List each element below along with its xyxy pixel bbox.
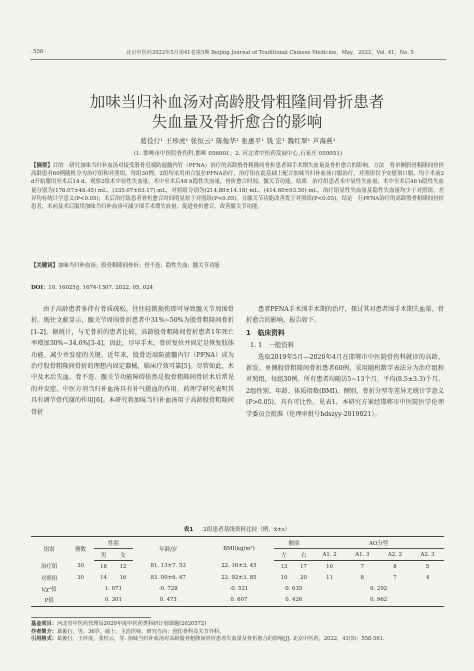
table-cell: 12 <box>119 563 127 570</box>
col-side: 侧别 <box>274 537 313 549</box>
doi <box>31 283 153 291</box>
footnote-label: 作者简介： <box>31 628 57 635</box>
article-title <box>40 92 434 132</box>
col-female: 女 <box>113 549 133 561</box>
col-left: 左 <box>274 549 294 561</box>
table-cell: t/χ²值 <box>41 586 57 593</box>
table-cell: 7 <box>360 563 364 570</box>
footnote-text: 葛俊行，王珍虎，张恒云，等. 加味当归补血汤对高龄股骨粗隆间骨折患者失血量及骨折愈合的影响[J]. 北京中医药，2022，41(5)：558-561. <box>56 636 385 643</box>
table-cell: 0. 607 <box>204 594 275 606</box>
table-cell: 22. 92±3. 85 <box>221 574 257 581</box>
subsection-heading: 1. 1 一般资料 <box>250 341 295 350</box>
footnote-label: 引用格式： <box>31 636 57 643</box>
baseline-table <box>31 536 444 607</box>
col-group: 组别 <box>31 537 67 561</box>
body-column-left <box>31 304 234 418</box>
col-male: 男 <box>94 549 114 561</box>
table-cell: 8 <box>360 574 364 581</box>
table-cell: 对照组 <box>41 575 58 582</box>
table-row <box>31 583 444 594</box>
table-cell: 0. 301 <box>94 594 133 606</box>
table-cell: -0. 521 <box>229 585 249 592</box>
table-cell: 14 <box>100 574 107 581</box>
table-cell: 5 <box>425 563 430 570</box>
doi-value: 10. 16025/j. 1674-1307. 2022. 05. 024 <box>48 285 154 291</box>
title-line-2: 失血量及骨折愈合的影响 <box>151 113 323 131</box>
intro-continuation: 患者PFNA手术围手术期的治疗，探讨其对患者围手术期失血量、骨折愈合的影响，报告如下。 <box>246 306 444 325</box>
table-cell: 0. 292 <box>370 585 388 592</box>
abstract-text: 目的 研究加味当归补血汤对接受股骨近端防旋髓内钉（PFNA）治疗的高龄股骨粗隆间骨折患者围手术期失血量及骨折愈合的影响。方法 将单侧股骨粗隆间骨折高龄患者60例随机分为治疗组和对照组，每组30例。2组均采用闭合复位PFNA治疗，治疗组在此基础上配合加味当归补血汤口服治疗，对照组仅予安慰剂口服，均于术前2 d开始服用至术后14 d。观察2组术中显性失血量、术中至术后48 h隐性失血量，骨折愈合时间、髋关节功能。结果 治疗组患者术中显性失血量、术中至术后48 h隐性失血量分别为(176.07±48.45) mL、(335.07±63.17) mL，对照组分别为(214.80±14.18) mL、(414.60±93.50) mL，治疗组显性失血量及隐性失血量均少于对照组，差异均有统计学意义(P<0.05)；术后治疗组患者骨折愈合时间明显短于对照组(P<0.05)，且髋关节功能改善优于对照组(P<0.05)。结论 行PFNA治疗的高龄股骨粗隆间骨折患者，术前及术后服用加味当归补血汤可减少围手术期失血量，促进骨折愈合，改善髋关节功能。 <box>31 163 444 211</box>
table-cell: 8 <box>393 563 397 570</box>
table-cell: -0. 728 <box>158 585 178 592</box>
footnote-rule <box>31 617 151 618</box>
table-cell: 20 <box>300 574 307 581</box>
footnote-text: 葛俊行，男，36岁，硕士，主治医师。研究方向：创伤骨科及关节外科。 <box>56 628 225 635</box>
table-caption <box>0 525 474 533</box>
general-data-paragraph: 选取2019年5月—2020年4月在邯郸市中医院骨伤科就诊的高龄、新发、单侧股骨粗隆间骨折患者60例。采用随机数字表法分为治疗组和对照组，每组30例。所有患者均随访5~13个月，平均(8.5±3.3)个月。2组性别、年龄、体质指数(BMI)、侧别、骨折分型等差异无统计学意义(P>0.05)，具有可比性。见表1。本研究方案经邯郸市中医院医学伦理学委员会批准（伦理审批号hdszyy-2019021）。 <box>246 353 444 418</box>
body-column-right <box>246 304 444 420</box>
table-cell: 18 <box>100 563 107 570</box>
col-a12: A1. 2 <box>313 549 346 561</box>
header-rule <box>30 59 446 60</box>
affiliations: (1. 邯郸市中医院骨伤科,邯郸 056001；2. 河北省中医药发展中心,石家庄 050051) <box>133 151 343 157</box>
table-cell: 0. 635 <box>285 585 303 592</box>
keywords <box>31 262 444 270</box>
table-caption-text: 2组患者基线资料比较（例，x̄±s） <box>203 527 291 533</box>
col-count: 例数 <box>67 537 94 561</box>
table-cell: 17 <box>300 563 307 570</box>
table-cell: 治疗组 <box>41 564 58 571</box>
col-a13: A1. 3 <box>346 549 379 561</box>
abstract-label: 【摘要】 <box>31 163 53 169</box>
table-cell: 13 <box>280 563 288 570</box>
journal-info: 北京中医药2022年5月第41卷第5期 Beijing Journal of Traditional Chinese Medicine，May，2022，Vol. 41，No. 5 <box>126 50 414 56</box>
table-cell: 16 <box>119 574 127 581</box>
table-cell: 0. 473 <box>133 594 204 606</box>
table-cell: 1. 071 <box>104 585 122 592</box>
footnote-label: 基金项目： <box>31 621 57 627</box>
keywords-label: 【关键词】 <box>31 263 58 269</box>
table-row <box>31 561 444 572</box>
table-cell: P值 <box>31 594 67 606</box>
table-cell: 4 <box>425 574 430 581</box>
table-cell: 10 <box>280 574 288 581</box>
table-cell: 83. 00±6. 47 <box>150 574 186 581</box>
table-cell: 0. 962 <box>313 594 444 606</box>
table-cell: 30 <box>77 574 84 581</box>
page-number: · 558 · <box>30 49 47 55</box>
footnotes <box>31 617 444 644</box>
footnote-text: 河北省中医药管理局2020年度中医药类科研计划课题(2020572) <box>56 621 207 627</box>
running-header <box>30 49 446 59</box>
section-heading: 1 临床资料 <box>246 328 285 337</box>
col-bmi: BMI(kg/m²) <box>204 537 275 561</box>
footnote-funding <box>31 621 444 629</box>
table-cell <box>67 594 94 606</box>
table-row <box>31 572 444 583</box>
table-cell: 30 <box>77 563 84 570</box>
table-cell: 0. 426 <box>274 594 313 606</box>
col-a23: A2. 3 <box>411 549 444 561</box>
table-cell: 7 <box>393 574 397 581</box>
col-a22: A2. 2 <box>379 549 412 561</box>
table-caption-label: 表1 <box>183 527 194 533</box>
keywords-text: 加味当归补血汤；股骨粗隆间骨折；骨不连；隐性失血；髋关节功能 <box>57 263 220 269</box>
col-ao: AO分型 <box>313 537 444 549</box>
col-age: 年龄/岁 <box>133 537 204 561</box>
title-line-1: 加味当归补血汤对高龄股骨粗隆间骨折患者 <box>89 93 385 111</box>
table-row <box>31 594 444 606</box>
footnote-citation <box>31 636 444 644</box>
table-cell <box>67 583 94 594</box>
table-cell: 10 <box>326 563 334 570</box>
col-sex: 性别 <box>94 537 133 549</box>
table-cell: 81. 13±7. 53 <box>150 563 186 570</box>
abstract <box>31 162 444 211</box>
author-list: 葛役行¹ 王珍虎¹ 张恒云¹ 陈俊华¹ 张惠平¹ 钱 宏¹ 魏红翠¹ 芦海燕¹ <box>140 137 336 145</box>
col-right: 右 <box>294 549 314 561</box>
table-cell: 22. 16±3. 45 <box>221 563 257 570</box>
doi-label: DOI： <box>31 285 49 291</box>
intro-paragraph: 由于高龄患者多伴有骨质疏松，往往轻微损伤即可导致髋关节周围骨折。既往文献显示，髋关节周围骨折患者中31%~50%为股骨粗隆间骨折[1-2]。据统计，与无骨折的患者比较，高龄股骨粗隆间骨折患者1年死亡率增加30%~34.6%[3-4]。因此，尽早手术、骨折复位并固定是恢复肢体功能、减少并发症的关键。近年来，股骨近端防旋髓内钉（PFNA）成为治疗股骨粗隆间骨折的理想内固定器械，临床疗效可靠[5]。尽管如此，术中及术后失血、骨不连、髋关节功能障碍依然是股骨粗隆间骨折术后常见的并发症。中医方剂当归补血汤具有补气摄血的作用，药理学研究表明其具有调节骨代谢的作用[6]。本研究将加味当归补血汤用于高龄股骨粗隆间骨折 <box>31 306 234 416</box>
table-cell: 11 <box>326 574 334 581</box>
